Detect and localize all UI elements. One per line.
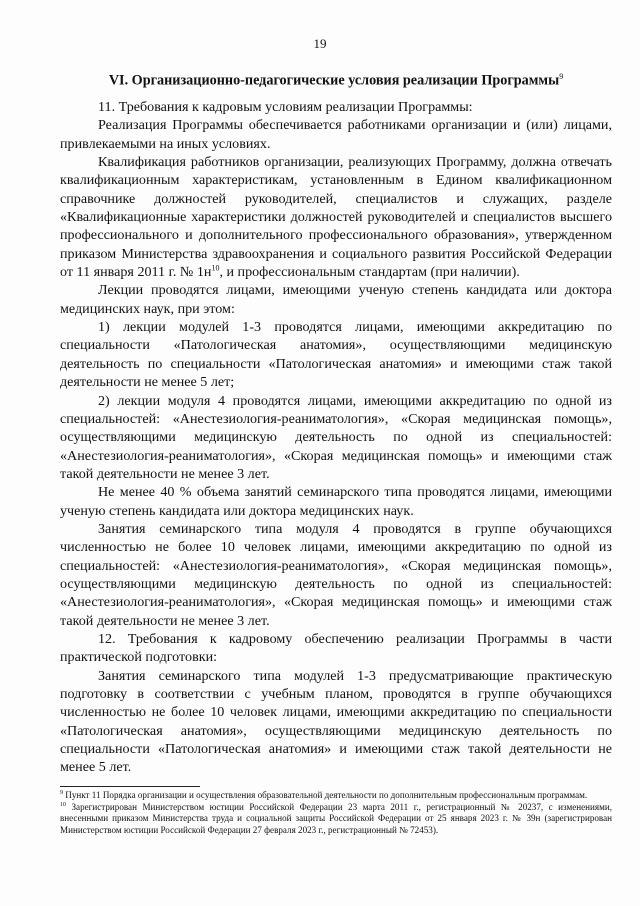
section-heading-text: VI. Организационно-педагогические условия реализации Программы	[108, 72, 560, 89]
section-heading	[60, 72, 612, 90]
footnote-text: Пункт 11 Порядка организации и осуществления образовательной деятельности по дополнительным профессиональным программам.	[63, 790, 588, 800]
footnote-ref-9: 9	[559, 72, 564, 81]
order-number: № 1н	[179, 264, 212, 281]
body-text	[60, 98, 612, 777]
footnote-ref-10: 10	[211, 263, 220, 273]
qualification-text: Квалификация работников организации, реализующих Программу, должна отвечать квалификационным характеристикам, установленным в Едином квалификационном справочнике должностей руководителей, специалистов и служащих, разделе «Квалификационные характеристики должностей руководителей и специалистов высшего профессионального и дополнительного профессионального образования», утвержденном приказом Министерства здравоохранения и социального развития Российской Федерации от 11 января 2011 г.	[60, 154, 612, 281]
paragraph-lectures-2: 2) лекции модуля 4 проводятся лицами, имеющими аккредитацию по одной из специальностей: «Анестезиология-реаниматология», «Скорая медицинская помощь», осуществляющими медицинскую деятельность по одной из специальностей: «Анестезиология-реаниматология», «Скорая медицинская помощь» и имеющими стаж такой деятельности не менее 3 лет.	[60, 392, 612, 482]
footnote-mark: 10	[60, 801, 66, 808]
footnote-divider	[60, 786, 200, 787]
footnote-mark: 9	[60, 789, 63, 796]
paragraph-lectures-1: 1) лекции модулей 1-3 проводятся лицами, имеющими аккредитацию по специальности «Патологическая анатомия», осуществляющими медицинскую деятельность по специальности «Патологическая анатомия» и имеющими стаж такой деятельности не менее 5 лет;	[60, 319, 612, 391]
paragraph-12: 12. Требования к кадровому обеспечению реализации Программы в части практической подготовки:	[60, 630, 612, 666]
qualification-tail: , и профессиональным стандартам (при наличии).	[219, 264, 520, 281]
paragraph-11: 11. Требования к кадровым условиям реализации Программы:	[98, 99, 473, 115]
paragraph-lectures: Лекции проводятся лицами, имеющими ученую степень кандидата или доктора медицинских наук, при этом:	[60, 282, 612, 317]
paragraph-qualification	[60, 153, 612, 281]
paragraph-seminar-40: Не менее 40 % объема занятий семинарского типа проводятся лицами, имеющими ученую степень кандидата или доктора медицинских наук.	[60, 484, 612, 519]
paragraph-seminar-module4: Занятия семинарского типа модуля 4 проводятся в группе обучающихся численностью не более 10 человек лицами, имеющими аккредитацию по одной из специальностей: «Анестезиология-реаниматология», «Скорая медицинская помощь», осуществляющими медицинскую деятельность по одной из специальностей: «Анестезиология-реаниматология», «Скорая медицинская помощь» и имеющими стаж такой деятельности не менее 3 лет.	[60, 520, 612, 629]
footnotes	[60, 790, 612, 836]
paragraph-realization: Реализация Программы обеспечивается работниками организации и (или) лицами, привлекаемыми на иных условиях.	[60, 117, 612, 152]
footnote-text: Зарегистрирован Министерством юстиции Российской Федерации 23 марта 2011 г., регистрационный № 20237, с изменениями, внесенными приказом Министерства труда и социальной защиты Российской Федерации от 25 января 2023 г. № 39н (зарегистрирован Министерством юстиции Российской Федерации 27 февраля 2023 г., регистрационный № 72453).	[60, 801, 612, 835]
footnote-10	[60, 802, 612, 837]
footnote-9	[60, 790, 612, 802]
paragraph-practical: Занятия семинарского типа модулей 1-3 предусматривающие практическую подготовку в соответствии с учебным планом, проводятся в группе обучающихся численностью не более 10 человек лицами, имеющими аккредитацию по специальности «Патологическая анатомия», осуществляющими медицинскую деятельность по специальности «Патологическая анатомия» и имеющими стаж такой деятельности не менее 5 лет.	[60, 667, 612, 776]
page-number: 19	[313, 36, 327, 51]
